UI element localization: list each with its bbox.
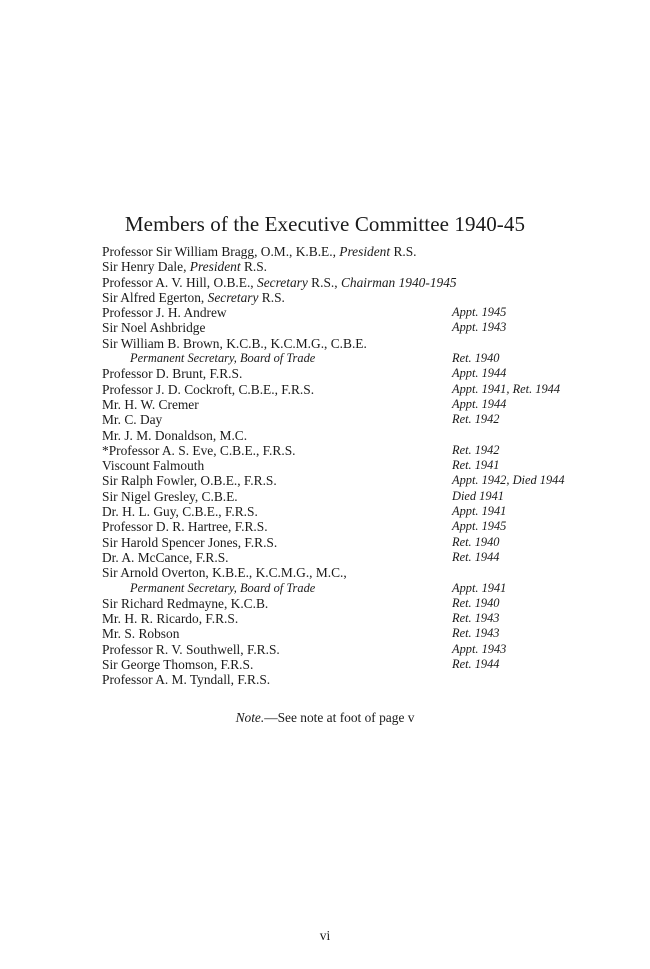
list-item bbox=[102, 504, 622, 519]
member-status: Appt. 1942, Died 1944 bbox=[452, 473, 565, 488]
list-item bbox=[102, 565, 622, 580]
page-title: Members of the Executive Committee 1940-45 bbox=[124, 212, 526, 236]
member-name: Sir Nigel Gresley, C.B.E. bbox=[102, 488, 238, 504]
list-item bbox=[102, 596, 622, 611]
member-status: Ret. 1944 bbox=[452, 657, 500, 672]
member-status: Appt. 1943 bbox=[452, 641, 507, 656]
list-item bbox=[102, 275, 622, 290]
member-name: Sir Ralph Fowler, O.B.E., F.R.S. bbox=[102, 473, 277, 489]
member-name: Sir Richard Redmayne, K.C.B. bbox=[102, 595, 269, 611]
list-item bbox=[102, 428, 622, 443]
member-status: Ret. 1940 bbox=[452, 534, 500, 549]
member-name: Sir George Thomson, F.R.S. bbox=[102, 657, 254, 673]
member-name: Professor J. H. Andrew bbox=[102, 305, 227, 321]
member-status: Appt. 1944 bbox=[452, 396, 507, 411]
member-name: Mr. J. M. Donaldson, M.C. bbox=[102, 427, 248, 443]
member-name: Sir Noel Ashbridge bbox=[102, 320, 206, 336]
list-item bbox=[102, 382, 622, 397]
list-item bbox=[102, 290, 622, 305]
member-name: Sir Alfred Egerton, Secretary R.S. bbox=[102, 289, 285, 305]
member-role: Permanent Secretary, Board of Trade bbox=[130, 580, 316, 595]
list-item bbox=[102, 244, 622, 259]
list-item bbox=[102, 519, 622, 534]
member-status: Ret. 1940 bbox=[452, 595, 500, 610]
member-name: Professor J. D. Cockroft, C.B.E., F.R.S. bbox=[102, 381, 315, 397]
member-name: Professor Sir William Bragg, O.M., K.B.E., President R.S. bbox=[102, 244, 417, 259]
list-item bbox=[102, 489, 622, 504]
member-name: Sir Henry Dale, President R.S. bbox=[102, 259, 268, 275]
member-name: Mr. S. Robson bbox=[102, 626, 180, 642]
note-label: Note. bbox=[235, 710, 265, 725]
list-item bbox=[102, 458, 622, 473]
list-item bbox=[102, 320, 622, 335]
member-status: Ret. 1943 bbox=[452, 611, 500, 626]
member-name: Professor D. R. Hartree, F.R.S. bbox=[102, 519, 268, 535]
member-status: Ret. 1944 bbox=[452, 549, 500, 564]
member-name: Mr. H. W. Cremer bbox=[102, 396, 199, 412]
list-item bbox=[102, 611, 622, 626]
list-item bbox=[102, 412, 622, 427]
list-item bbox=[102, 336, 622, 351]
member-role: Permanent Secretary, Board of Trade bbox=[130, 351, 316, 366]
footnote bbox=[0, 710, 650, 726]
list-item bbox=[102, 473, 622, 488]
list-item bbox=[102, 642, 622, 657]
list-item bbox=[102, 351, 622, 366]
member-name: Sir William B. Brown, K.C.B., K.C.M.G., C.B.E. bbox=[102, 335, 367, 351]
member-name: Mr. H. R. Ricardo, F.R.S. bbox=[102, 611, 239, 627]
member-status: Ret. 1940 bbox=[452, 351, 500, 366]
list-item bbox=[102, 535, 622, 550]
list-item bbox=[102, 550, 622, 565]
member-name: Dr. H. L. Guy, C.B.E., F.R.S. bbox=[102, 504, 258, 520]
member-status: Appt. 1944 bbox=[452, 366, 507, 381]
page-number: vi bbox=[319, 928, 331, 943]
member-name: Professor R. V. Southwell, F.R.S. bbox=[102, 641, 280, 657]
note-text: —See note at foot of page v bbox=[264, 710, 415, 725]
member-status: Died 1941 bbox=[452, 488, 504, 503]
member-name: Professor A. M. Tyndall, F.R.S. bbox=[102, 672, 271, 688]
member-status: Appt. 1945 bbox=[452, 519, 507, 534]
member-name: Professor A. V. Hill, O.B.E., Secretary R.S., Chairman 1940-1945 bbox=[102, 274, 457, 290]
member-status: Appt. 1941 bbox=[452, 504, 507, 519]
member-name: Professor D. Brunt, F.R.S. bbox=[102, 366, 243, 382]
member-name: *Professor A. S. Eve, C.B.E., F.R.S. bbox=[102, 442, 296, 458]
list-item bbox=[102, 672, 622, 687]
member-status: Appt. 1941 bbox=[452, 580, 507, 595]
list-item bbox=[102, 259, 622, 274]
member-status: Ret. 1942 bbox=[452, 442, 500, 457]
member-name: Mr. C. Day bbox=[102, 412, 163, 428]
member-status: Appt. 1943 bbox=[452, 320, 507, 335]
member-status: Ret. 1943 bbox=[452, 626, 500, 641]
member-name: Sir Harold Spencer Jones, F.R.S. bbox=[102, 534, 278, 550]
member-status: Ret. 1942 bbox=[452, 412, 500, 427]
list-item bbox=[102, 443, 622, 458]
list-item bbox=[102, 581, 622, 596]
member-status: Appt. 1941, Ret. 1944 bbox=[452, 381, 561, 396]
list-item bbox=[102, 626, 622, 641]
member-name: Viscount Falmouth bbox=[102, 458, 205, 474]
member-name: Sir Arnold Overton, K.B.E., K.C.M.G., M.C., bbox=[102, 565, 347, 581]
member-name: Dr. A. McCance, F.R.S. bbox=[102, 549, 229, 565]
list-item bbox=[102, 305, 622, 320]
list-item bbox=[102, 657, 622, 672]
member-status: Ret. 1941 bbox=[452, 458, 500, 473]
list-item bbox=[102, 397, 622, 412]
member-list bbox=[102, 244, 622, 688]
list-item bbox=[102, 366, 622, 381]
member-status: Appt. 1945 bbox=[452, 305, 507, 320]
